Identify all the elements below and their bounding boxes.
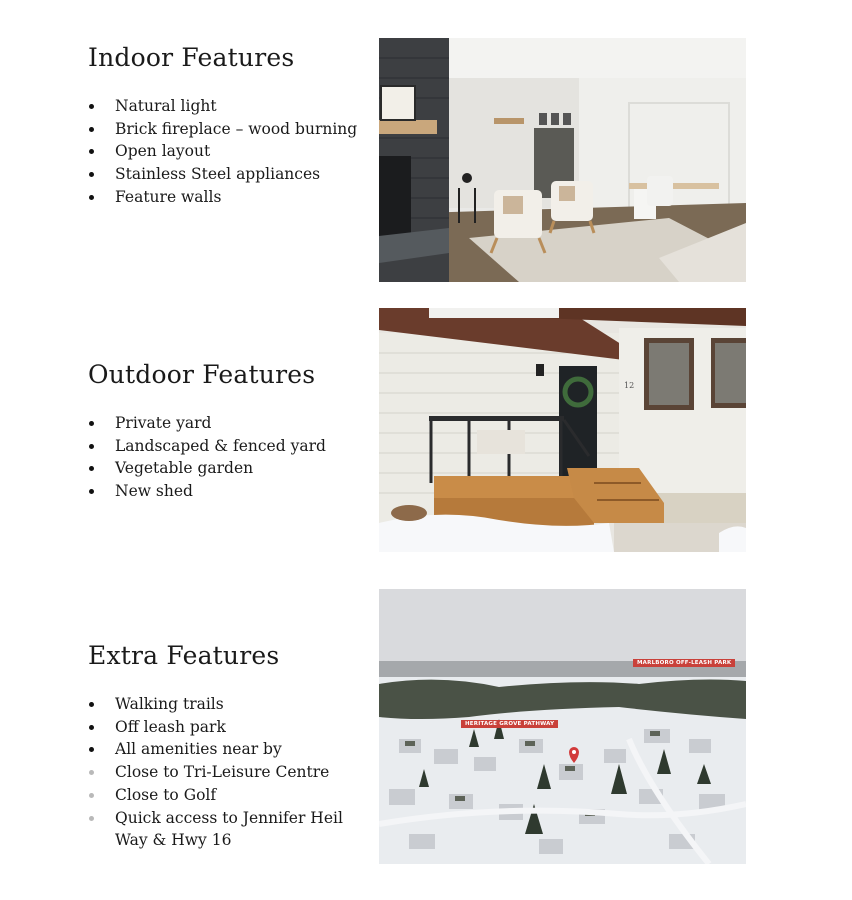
- list-item: New shed: [88, 480, 358, 503]
- front-porch-photo: [379, 308, 746, 552]
- list-item: Private yard: [88, 412, 358, 435]
- living-room-photo: [379, 38, 746, 282]
- list-item: Close to Golf: [88, 784, 358, 807]
- aerial-neighbourhood-photo: [379, 589, 746, 864]
- list-item: Stainless Steel appliances: [88, 163, 358, 186]
- outdoor-features-list: [88, 412, 358, 503]
- list-item: Quick access to Jennifer Heil Way & Hwy 16: [88, 807, 358, 852]
- indoor-features-list: [88, 95, 358, 209]
- map-label-pathway: HERITAGE GROVE PATHWAY: [461, 720, 558, 728]
- list-item: Off leash park: [88, 716, 358, 739]
- outdoor-features-heading: Outdoor Features: [88, 360, 316, 389]
- list-item: Vegetable garden: [88, 457, 358, 480]
- map-label-off-leash-park: MARLBORO OFF-LEASH PARK: [633, 659, 735, 667]
- house-number: 12: [624, 381, 635, 390]
- list-item: Walking trails: [88, 693, 358, 716]
- list-item: Close to Tri-Leisure Centre: [88, 761, 358, 784]
- list-item: All amenities near by: [88, 738, 358, 761]
- list-item: Natural light: [88, 95, 358, 118]
- indoor-features-heading: Indoor Features: [88, 43, 295, 72]
- extra-features-heading: Extra Features: [88, 641, 280, 670]
- list-item: Feature walls: [88, 186, 358, 209]
- extra-features-list: [88, 693, 358, 852]
- list-item: Brick fireplace – wood burning: [88, 118, 358, 141]
- list-item: Landscaped & fenced yard: [88, 435, 358, 458]
- list-item: Open layout: [88, 140, 358, 163]
